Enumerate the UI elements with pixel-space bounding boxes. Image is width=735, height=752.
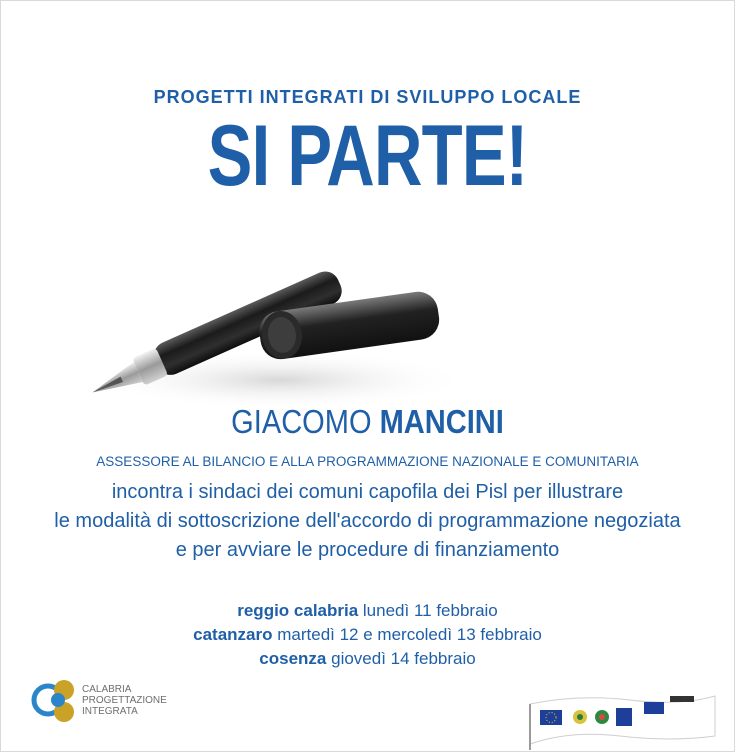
ministry-logo-icon [616,708,632,726]
schedule-row [0,647,735,671]
logo-text [82,684,167,717]
description-line-2: le modalità di sottoscrizione dell'accordo di programmazione negoziata [54,510,681,532]
speaker-name [44,403,691,441]
schedule-city: reggio calabria [237,601,359,620]
partner-logos-flag [520,684,720,750]
schedule-row [0,623,735,647]
eu-flag-icon [540,710,562,725]
formez-logo-icon [670,696,694,702]
fountain-pen-image [60,240,460,420]
event-description [0,478,735,565]
region-emblem-icon [573,710,587,724]
event-schedule [0,599,735,671]
schedule-dates: lunedì 11 febbraio [362,601,498,620]
speaker-first-name: GIACOMO [231,403,372,440]
logo-line-3: INTEGRATA [82,706,138,717]
fse-logo-icon [644,702,664,714]
logo-line-2: PROGETTAZIONE [82,695,167,706]
schedule-row [0,599,735,623]
kicker-title: PROGETTI INTEGRATI DI SVILUPPO LOCALE [153,87,582,107]
description-line-3: e per avviare le procedure di finanziamento [175,539,560,561]
description-line-1: incontra i sindaci dei comuni capofila dei Pisl per illustrare [111,481,624,503]
headline: SI PARTE! [207,108,528,204]
republic-emblem-icon [595,710,609,724]
schedule-city: cosenza [259,649,327,668]
schedule-dates: martedì 12 e mercoledì 13 febbraio [277,625,542,644]
schedule-city: catanzaro [193,625,273,644]
speaker-last-name: MANCINI [379,403,504,440]
logo-line-1: CALABRIA [82,684,132,695]
speaker-role: ASSESSORE AL BILANCIO E ALLA PROGRAMMAZIONE NAZIONALE E COMUNITARIA [96,454,639,469]
schedule-dates: giovedì 14 febbraio [331,649,476,668]
